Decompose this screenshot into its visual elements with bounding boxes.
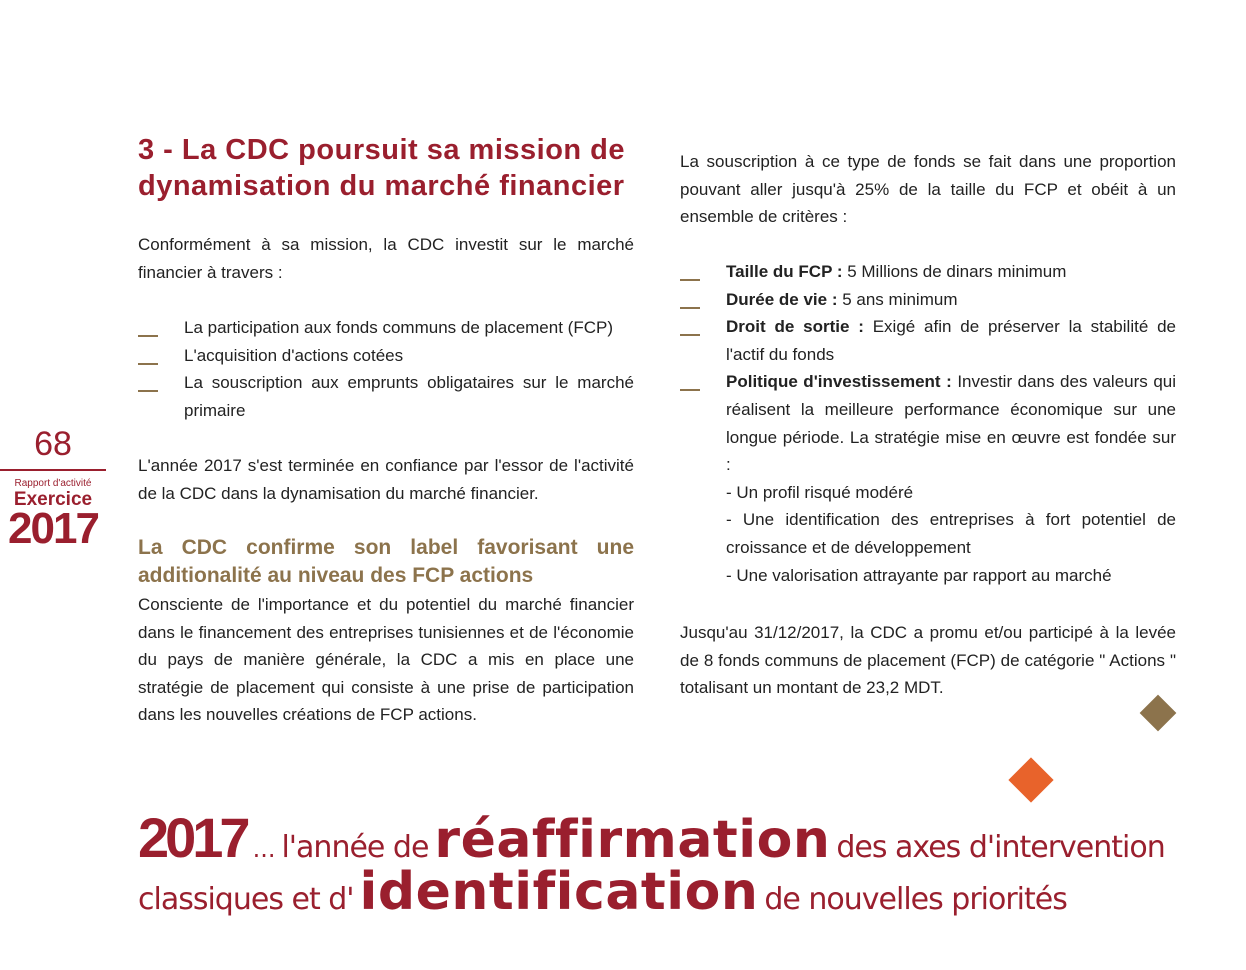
dash-bullet-icon (680, 258, 700, 281)
page-number: 68 (34, 425, 72, 463)
orange-diamond-icon (1008, 757, 1053, 802)
dash-bullet-icon (680, 286, 700, 309)
tagline (138, 808, 1198, 920)
dash-bullet-icon (680, 368, 700, 391)
right-intro-paragraph: La souscription à ce type de fonds se fait dans une proportion pouvant aller jusqu'à 25% de la taille du FCP et obéit à un ensemble de critères : (680, 152, 1176, 227)
dash-bullet-icon (138, 369, 158, 392)
criteria-label: Politique d'investissement : (726, 372, 952, 392)
tagline-emphasis: identification (359, 862, 759, 922)
tagline-line-2 (138, 862, 1198, 922)
dash-bullet-icon (680, 313, 700, 336)
tagline-text: des axes d'intervention (836, 830, 1165, 865)
section-heading: 3 - La CDC poursuit sa mission de dynamisation du marché financier (138, 134, 626, 202)
tagline-text: classiques et d' (138, 882, 354, 917)
left-intro-paragraph: Conformément à sa mission, la CDC investit sur le marché financier à travers : (138, 235, 634, 282)
list-item: Droit de sortie : Exigé afin de préserver la stabilité de l'actif du fonds (680, 313, 1176, 368)
list-item: La participation aux fonds communs de placement (FCP) (138, 314, 634, 342)
list-item: La souscription aux emprunts obligataires sur le marché primaire (138, 369, 634, 424)
conclusion-paragraph: Jusqu'au 31/12/2017, la CDC a promu et/ou participé à la levée de 8 fonds communs de placement (FCP) de catégorie " Actions " totalisant un montant de 23,2 MDT. (680, 623, 1176, 698)
criteria-list (680, 258, 1176, 589)
criteria-label: Droit de sortie : (726, 317, 864, 337)
tagline-ellipsis: ... (252, 835, 276, 863)
left-closing-paragraph: L'année 2017 s'est terminée en confiance par l'essor de l'activité de la CDC dans la dynamisation du marché financier. (138, 456, 634, 503)
tagline-text: l'année de (281, 830, 429, 865)
tagline-year: 2017 (138, 806, 247, 869)
criteria-label: Durée de vie : (726, 289, 838, 309)
tagline-text: de nouvelles priorités (764, 882, 1067, 917)
strategy-paragraph: Consciente de l'importance et du potentiel du marché financier dans le financement des entreprises tunisiennes et de l'économie du pays de manière générale, la CDC a mis en place une stratégie de placement qui consiste à une prise de participation dans les nouvelles créations de FCP actions. (138, 595, 634, 725)
list-item: L'acquisition d'actions cotées (138, 342, 634, 370)
list-item: - Une identification des entreprises à fort potentiel de croissance et de développement (726, 510, 1176, 557)
left-bullet-list (138, 314, 634, 424)
criteria-label: Taille du FCP : (726, 262, 843, 281)
exercise-label: Exercice (13, 489, 93, 510)
strategy-sub-list (726, 479, 1176, 589)
tagline-line-1 (138, 808, 1198, 868)
list-item: - Un profil risqué modéré (726, 482, 914, 502)
report-label: Rapport d'activité (14, 478, 92, 489)
subheading: La CDC confirme son label favorisant une additionalité au niveau des FCP actions (138, 536, 634, 587)
page-number-rule (0, 469, 106, 471)
list-item: - Une valorisation attrayante par rapport au marché (726, 565, 1112, 585)
list-item: Taille du FCP : 5 Millions de dinars minimum (680, 258, 1176, 286)
tagline-emphasis: réaffirmation (434, 810, 831, 870)
list-item: Durée de vie : 5 ans minimum (680, 286, 1176, 314)
dash-bullet-icon (138, 314, 158, 337)
exercise-year: 2017 (8, 504, 98, 553)
dash-bullet-icon (138, 342, 158, 365)
list-item: Politique d'investissement : Investir dans des valeurs qui réalisent la meilleure performance économique sur une longue période. La stratégie mise en œuvre est fondée sur : - Un profil risqué modéré - Une identification des entreprises à fort potentiel de croissance et de développement - Une valorisation attrayante par rapport au marché (680, 368, 1176, 589)
